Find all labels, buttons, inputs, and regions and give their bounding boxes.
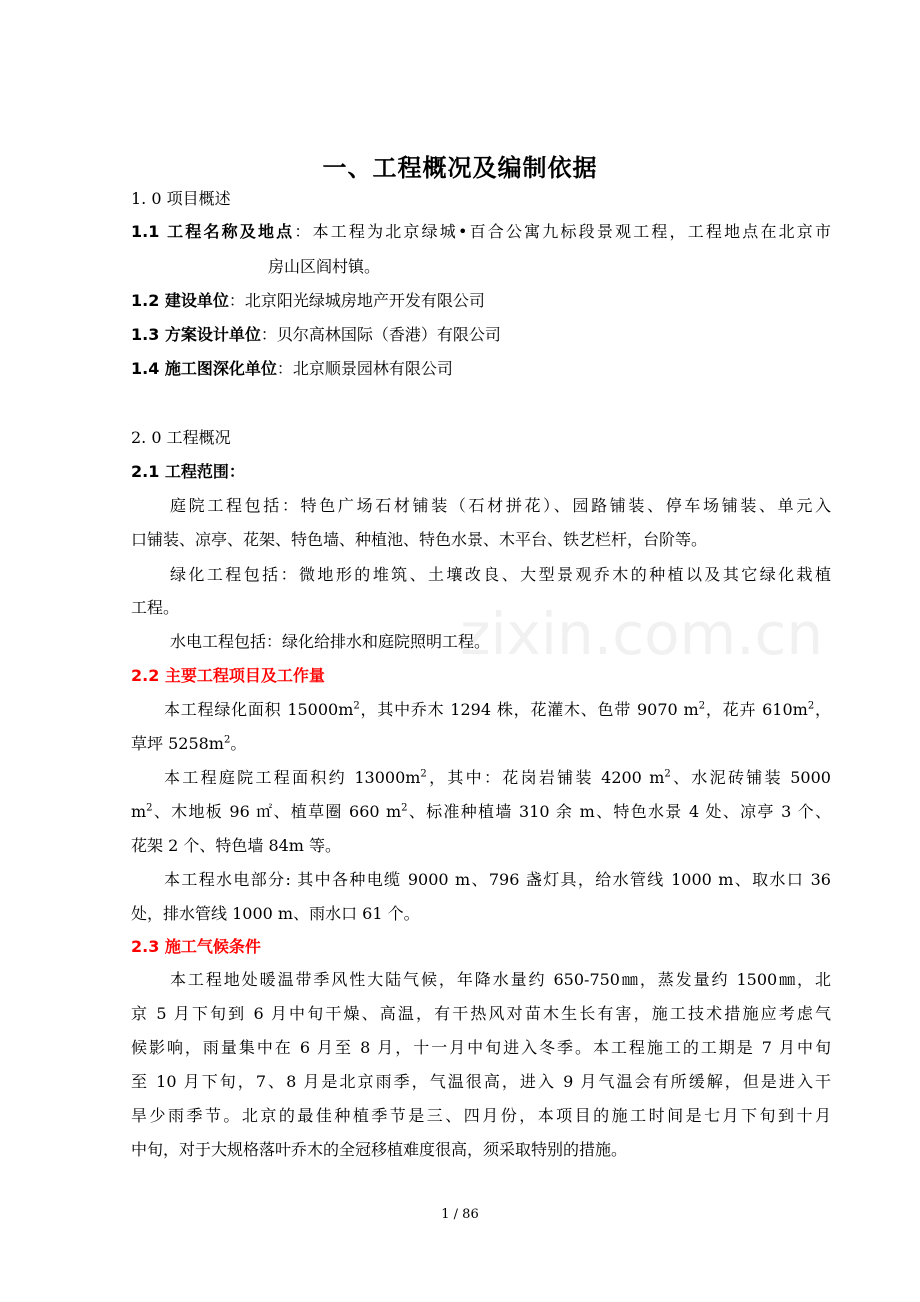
quantity-paragraph-1-line-1: 本工程绿化面积 $15000m^2$，其中乔木 1294 株，花灌木、色带 9070 $m^2$，花卉 $610m^2$， [164, 700, 831, 719]
climate-heading: 2.3 施工气候条件 [131, 937, 261, 956]
watermark: zixin.com.cn [460, 600, 824, 668]
climate-line-4: 至 10 月下旬，7、8 月是北京雨季，气温很高，进入 9 月气温会有所缓解，但是进入干 [131, 1072, 831, 1091]
climate-line-2: 京 5 月下旬到 6 月中旬干燥、高温，有干热风对苗木生长有害，施工技术措施应考虑气 [131, 1004, 831, 1023]
climate-line-3: 候影响，雨量集中在 6 月至 8 月，十一月中旬进入冬季。本工程施工的工期是 7 月中旬 [131, 1038, 831, 1057]
detail-design-line [131, 359, 831, 379]
page-number: 1 / 86 [441, 1207, 479, 1222]
builder-label: 1.2 建设单位 [131, 291, 229, 310]
builder-text: ：北京阳光绿城房地产开发有限公司 [228, 291, 485, 310]
detail-design-label: 1.4 施工图深化单位 [131, 359, 277, 378]
scope-paragraph-3: 水电工程包括：绿化给排水和庭院照明工程。 [170, 632, 491, 651]
section-1-heading: 1. 0 项目概述 [131, 189, 231, 208]
climate-line-6: 中旬，对于大规格落叶乔木的全冠移植难度很高，须采取特别的措施。 [131, 1140, 628, 1159]
project-name-label: 1.1 工程名称及地点 [131, 222, 295, 241]
page-title: 一、工程概况及编制依据 [322, 154, 598, 182]
climate-line-1: 本工程地处暖温带季风性大陆气候，年降水量约 650-750㎜，蒸发量约 1500㎜，北 [170, 970, 831, 989]
scope-paragraph-2-line-2: 工程。 [131, 598, 180, 617]
project-location-line: 房山区阎村镇。 [268, 257, 381, 276]
scope-paragraph-1-line-1: 庭院工程包括：特色广场石材铺装（石材拼花）、园路铺装、停车场铺装、单元入 [170, 496, 831, 515]
project-name-text: ：本工程为北京绿城•百合公寓九标段景观工程，工程地点在北京市 [294, 222, 831, 241]
climate-line-5: 旱少雨季节。北京的最佳种植季节是三、四月份，本项目的施工时间是七月下旬到十月 [131, 1106, 831, 1125]
quantity-paragraph-2-line-2: $m^2$、木地板 96 ㎡、植草圈 660 $m^2$、标准种植墙 310 余 m、特色水景 4 处、凉亭 3 个、 [131, 802, 831, 821]
quantity-paragraph-1-line-2: 草坪 $5258m^2$。 [131, 734, 247, 753]
scope-paragraph-2-line-1: 绿化工程包括：微地形的堆筑、土壤改良、大型景观乔木的种植以及其它绿化栽植 [170, 565, 831, 584]
scope-heading: 2.1 工程范围： [131, 462, 245, 481]
scope-paragraph-1-line-2: 口铺装、凉亭、花架、特色墙、种植池、特色水景、木平台、铁艺栏杆，台阶等。 [131, 530, 708, 549]
designer-text: ：贝尔高林国际（香港）有限公司 [260, 325, 501, 344]
quantity-paragraph-2-line-3: 花架 2 个、特色墙 84m 等。 [131, 836, 342, 855]
project-name-line [131, 222, 831, 242]
quantity-paragraph-2-line-1: 本工程庭院工程面积约 $13000m^2$，其中：花岗岩铺装 4200 $m^2$、水泥砖铺装 5000 [164, 768, 831, 787]
designer-line [131, 325, 831, 345]
main-items-heading: 2.2 主要工程项目及工作量 [131, 666, 325, 685]
quantity-paragraph-3-line-1: 本工程水电部分: 其中各种电缆 9000 m、796 盏灯具，给水管线 1000 m、取水口 36 [164, 870, 831, 889]
detail-design-text: ：北京顺景园林有限公司 [276, 359, 453, 378]
quantity-paragraph-3-line-2: 处，排水管线 1000 m、雨水口 61 个。 [131, 904, 420, 923]
designer-label: 1.3 方案设计单位 [131, 325, 261, 344]
builder-line [131, 291, 831, 311]
section-2-heading: 2. 0 工程概况 [131, 428, 231, 447]
